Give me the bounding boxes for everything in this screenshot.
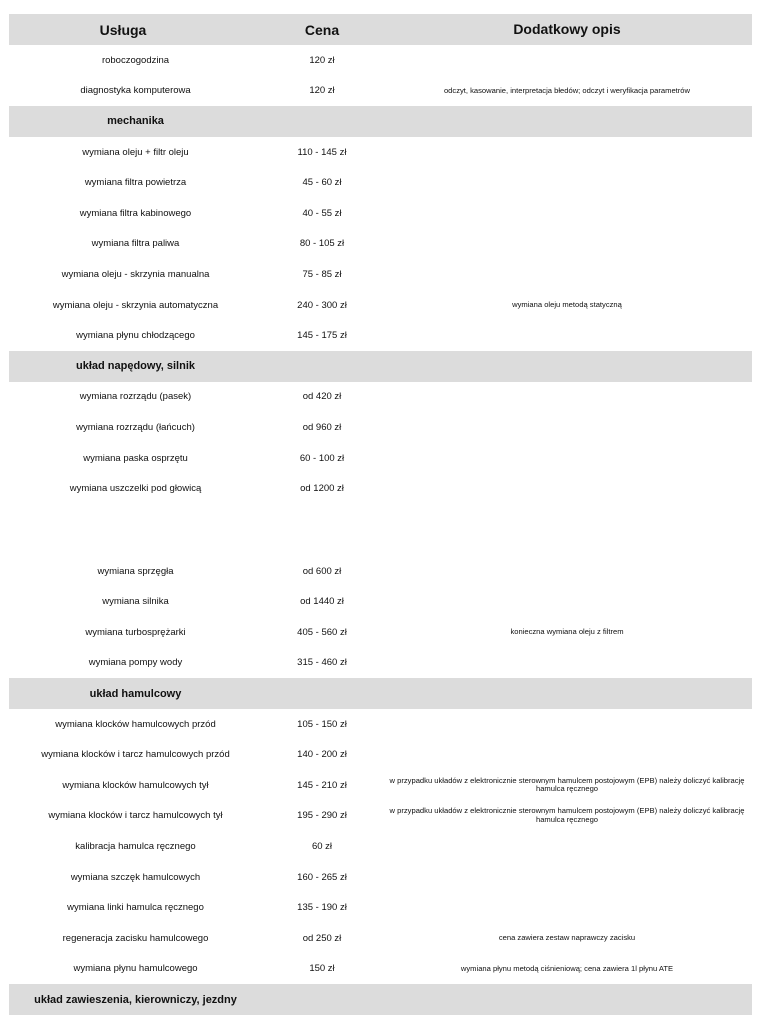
price-cell: 135 - 190 zł [297, 902, 347, 914]
header-price: Cena [304, 21, 340, 38]
service-cell: regeneracja zacisku hamulcowego [62, 932, 209, 944]
price-cell: od 600 zł [302, 565, 342, 577]
price-cell: 105 - 150 zł [297, 718, 347, 730]
table-row [9, 923, 752, 954]
service-cell: wymiana płynu hamulcowego [73, 963, 198, 975]
price-cell: 145 - 210 zł [297, 779, 347, 791]
header-service: Usługa [99, 21, 147, 38]
service-cell: wymiana filtra paliwa [91, 238, 180, 250]
table-row [9, 320, 752, 351]
price-cell: od 420 zł [302, 391, 342, 403]
table-row [9, 473, 752, 504]
description-cell: odczyt, kasowanie, interpretacja błedów; odczyt i weryfikacja parametrów [443, 85, 691, 95]
price-cell: 80 - 105 zł [299, 238, 345, 250]
price-cell: 150 zł [309, 963, 335, 975]
description-cell: konieczna wymiana oleju z filtrem [510, 627, 624, 637]
table-row [9, 739, 752, 770]
header-description: Dodatkowy opis [513, 21, 621, 38]
service-cell: wymiana oleju - skrzynia automatyczna [52, 299, 219, 311]
service-cell: roboczogodzina [101, 54, 170, 66]
section-header-row [9, 984, 752, 1015]
service-cell: wymiana uszczelki pod głowicą [69, 483, 202, 495]
table-row [9, 259, 752, 290]
table-row [9, 76, 752, 107]
section-title: układ napędowy, silnik [76, 360, 195, 373]
table-row [9, 167, 752, 198]
price-cell: 120 zł [309, 54, 335, 66]
price-cell: 120 zł [309, 85, 335, 97]
table-row [9, 137, 752, 168]
service-cell: wymiana klocków i tarcz hamulcowych przód [41, 749, 230, 761]
table-row [9, 587, 752, 618]
price-cell: 240 - 300 zł [297, 299, 347, 311]
price-cell: 145 - 175 zł [297, 330, 347, 342]
service-cell: wymiana pompy wody [88, 657, 183, 669]
price-cell: 140 - 200 zł [297, 749, 347, 761]
table-row [9, 617, 752, 648]
table-row [9, 382, 752, 413]
service-cell: wymiana paska osprzętu [83, 452, 188, 464]
service-cell: wymiana szczęk hamulcowych [70, 871, 201, 883]
price-cell: 110 - 145 zł [297, 146, 347, 158]
service-cell: wymiana silnika [102, 596, 169, 608]
price-cell: 45 - 60 zł [302, 177, 342, 189]
table-row [9, 443, 752, 474]
price-cell: 60 zł [311, 841, 333, 853]
service-cell: wymiana oleju - skrzynia manualna [61, 268, 210, 280]
table-row [9, 45, 752, 76]
description-cell: w przypadku układów z elektronicznie sterownym hamulcem postojowym (EPB) należy doliczyć kalibrację hamulca ręcznego [389, 806, 745, 824]
service-cell: kalibracja hamulca ręcznego [75, 841, 196, 853]
table-row [9, 862, 752, 893]
table-row [9, 556, 752, 587]
service-cell: wymiana rozrządu (pasek) [79, 391, 192, 403]
price-cell: 40 - 55 zł [302, 207, 342, 219]
service-cell: diagnostyka komputerowa [80, 85, 191, 97]
price-cell: od 250 zł [302, 932, 342, 944]
service-cell: wymiana płynu chłodzącego [76, 330, 195, 342]
table-row [9, 229, 752, 260]
price-cell: 60 - 100 zł [299, 452, 345, 464]
price-cell: od 1200 zł [300, 483, 344, 495]
description-cell: w przypadku układów z elektronicznie sterownym hamulcem postojowym (EPB) należy doliczyć kalibrację hamulca ręcznego [389, 775, 745, 794]
price-cell: 160 - 265 zł [297, 871, 347, 883]
service-cell: wymiana oleju + filtr oleju [82, 146, 189, 158]
table-row [9, 290, 752, 321]
price-cell: od 960 zł [302, 421, 342, 433]
service-cell: wymiana klocków i tarcz hamulcowych tył [48, 810, 223, 822]
table-row [9, 954, 752, 985]
service-cell: wymiana turbosprężarki [85, 626, 186, 638]
section-title: mechanika [107, 115, 164, 128]
table-body [9, 45, 752, 1015]
description-cell: wymiana płynu metodą ciśnieniową; cena zawiera 1l płynu ATE [460, 963, 674, 973]
section-title: układ zawieszenia, kierowniczy, jezdny [34, 993, 237, 1006]
table-header-row [9, 14, 752, 45]
table-spacer-row [9, 504, 752, 556]
section-header-row [9, 351, 752, 382]
price-cell: od 1440 zł [300, 596, 344, 608]
service-cell: wymiana filtra kabinowego [79, 207, 192, 219]
table-row [9, 770, 752, 801]
description-cell: cena zawiera zestaw naprawczy zacisku [498, 932, 636, 942]
table-row [9, 801, 752, 832]
description-cell: wymiana oleju metodą statyczną [512, 299, 622, 309]
price-cell: 75 - 85 zł [302, 268, 342, 280]
section-header-row [9, 106, 752, 137]
price-table [9, 14, 752, 1015]
service-cell: wymiana filtra powietrza [84, 177, 187, 189]
service-cell: wymiana sprzęgła [97, 565, 174, 577]
service-cell: wymiana klocków hamulcowych tył [62, 779, 209, 791]
table-row [9, 412, 752, 443]
price-cell: 405 - 560 zł [297, 626, 347, 638]
price-cell: 315 - 460 zł [297, 657, 347, 669]
section-header-row [9, 678, 752, 709]
table-row [9, 648, 752, 679]
price-cell: 195 - 290 zł [297, 810, 347, 822]
section-title: układ hamulcowy [89, 687, 182, 700]
table-row [9, 831, 752, 862]
service-cell: wymiana klocków hamulcowych przód [55, 718, 216, 730]
table-row [9, 709, 752, 740]
table-row [9, 198, 752, 229]
service-cell: wymiana linki hamulca ręcznego [67, 902, 204, 914]
service-cell: wymiana rozrządu (łańcuch) [76, 421, 195, 433]
table-row [9, 892, 752, 923]
